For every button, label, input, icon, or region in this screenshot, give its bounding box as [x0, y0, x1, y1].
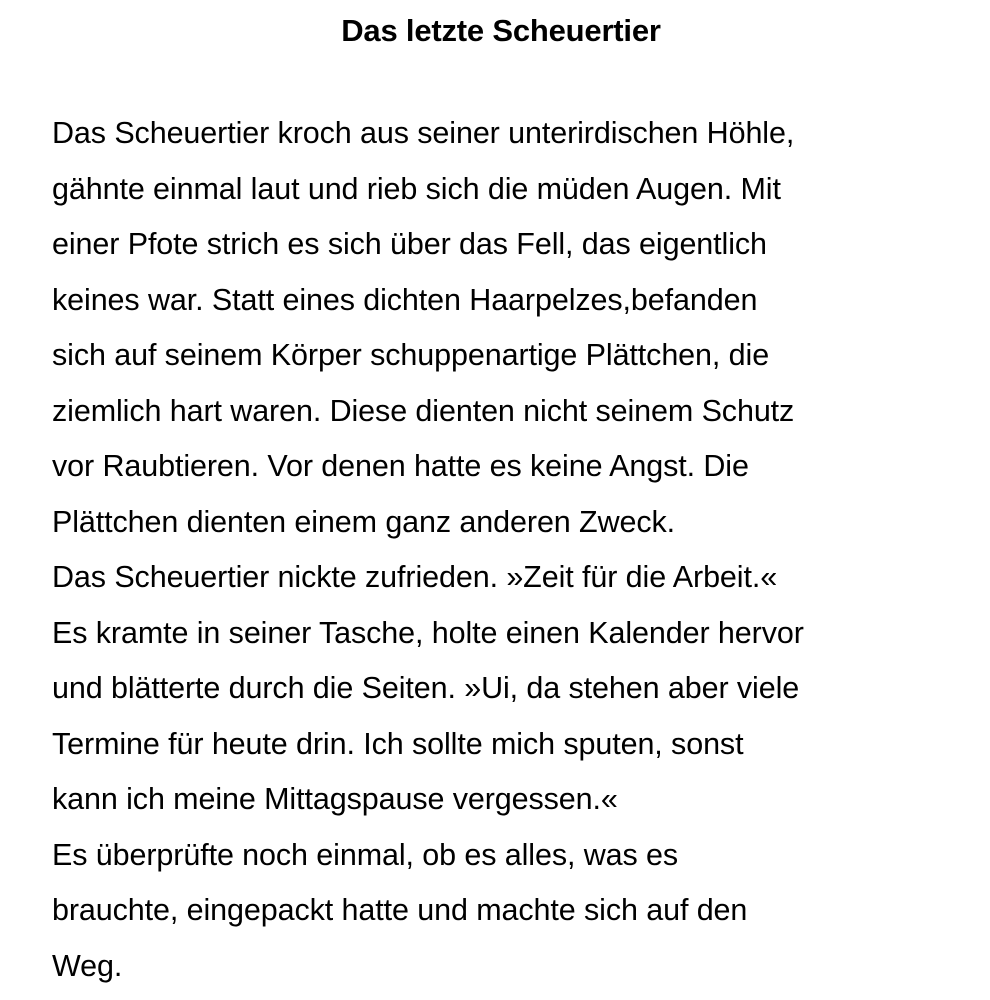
text-line: Es überprüfte noch einmal, ob es alles, was es: [52, 837, 679, 872]
text-line: Weg.: [52, 948, 123, 983]
text-line: Termine für heute drin. Ich sollte mich sputen, sonst: [52, 726, 744, 761]
text-line: keines war. Statt eines dichten Haarpelzes,befanden: [52, 282, 758, 317]
text-line: sich auf seinem Körper schuppenartige Plättchen, die: [52, 338, 770, 372]
text-line: Das Scheuertier kroch aus seiner unterirdischen Höhle,: [52, 116, 795, 150]
text-line: einer Pfote strich es sich über das Fell, das eigentlich: [52, 227, 767, 261]
text-line: gähnte einmal laut und rieb sich die müden Augen. Mit: [52, 171, 781, 206]
text-line: brauchte, eingepackt hatte und machte sich auf den: [52, 893, 748, 927]
document-title: Das letzte Scheuertier: [341, 13, 661, 48]
text-line: Das Scheuertier nickte zufrieden. »Zeit für die Arbeit.«: [52, 560, 778, 594]
text-line: ziemlich hart waren. Diese dienten nicht seinem Schutz: [52, 393, 795, 428]
text-line: Es kramte in seiner Tasche, holte einen Kalender hervor: [52, 615, 804, 650]
story-text: [52, 106, 950, 994]
text-line: Plättchen dienten einem ganz anderen Zweck.: [52, 504, 676, 539]
text-line: und blätterte durch die Seiten. »Ui, da stehen aber viele: [52, 671, 800, 705]
text-line: kann ich meine Mittagspause vergessen.«: [52, 782, 618, 816]
text-line: vor Raubtieren. Vor denen hatte es keine Angst. Die: [52, 449, 749, 483]
